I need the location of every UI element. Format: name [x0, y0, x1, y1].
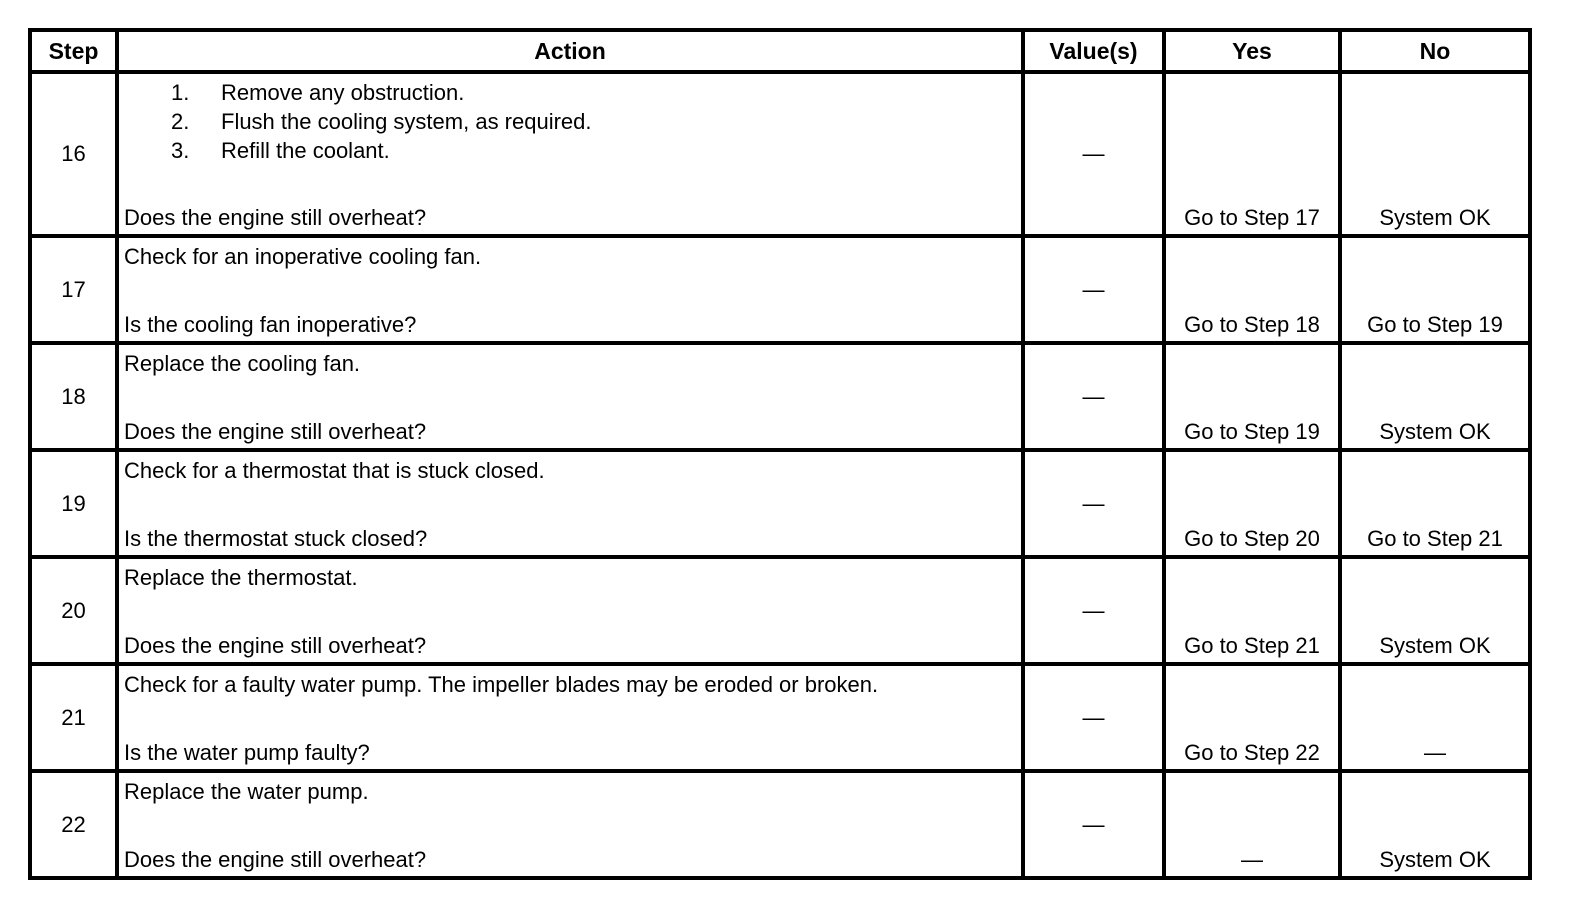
yes-result: Go to Step 19 — [1184, 419, 1320, 444]
no-cell — [1340, 771, 1530, 878]
action-instruction: Check for a thermostat that is stuck closed. — [124, 458, 545, 483]
table-row — [30, 343, 1530, 450]
header-no: No — [1340, 30, 1530, 72]
action-instruction: Check for an inoperative cooling fan. — [124, 244, 482, 269]
yes-cell — [1164, 450, 1340, 557]
action-cell — [117, 450, 1023, 557]
action-steps-list — [119, 74, 1021, 165]
value-cell: — — [1023, 664, 1164, 771]
header-yes: Yes — [1164, 30, 1340, 72]
step-number: 19 — [30, 450, 117, 557]
diagnostic-table — [28, 28, 1532, 880]
header-action: Action — [117, 30, 1023, 72]
header-row — [30, 30, 1530, 72]
action-question: Does the engine still overheat? — [124, 419, 427, 444]
yes-cell — [1164, 343, 1340, 450]
yes-cell — [1164, 72, 1340, 236]
table-row — [30, 236, 1530, 343]
step-number: 18 — [30, 343, 117, 450]
action-question: Does the engine still overheat? — [124, 633, 427, 658]
no-result: Go to Step 19 — [1367, 312, 1503, 337]
table-row — [30, 450, 1530, 557]
step-number: 16 — [30, 72, 117, 236]
no-result: System OK — [1379, 633, 1491, 658]
value-cell: — — [1023, 343, 1164, 450]
yes-result: Go to Step 20 — [1184, 526, 1320, 551]
no-result: System OK — [1379, 419, 1491, 444]
no-cell — [1340, 557, 1530, 664]
yes-result: Go to Step 18 — [1184, 312, 1320, 337]
table-row — [30, 771, 1530, 878]
list-item: 3. Refill the coolant. — [171, 138, 390, 163]
value-cell: — — [1023, 236, 1164, 343]
action-instruction: Replace the thermostat. — [124, 565, 358, 590]
list-item: 2. Flush the cooling system, as required. — [171, 109, 592, 134]
yes-result: Go to Step 17 — [1184, 205, 1320, 230]
no-cell — [1340, 664, 1530, 771]
no-cell — [1340, 72, 1530, 236]
value-cell: — — [1023, 771, 1164, 878]
action-question: Is the thermostat stuck closed? — [124, 526, 428, 551]
step-number: 17 — [30, 236, 117, 343]
header-values: Value(s) — [1023, 30, 1164, 72]
action-cell — [117, 236, 1023, 343]
action-cell — [117, 664, 1023, 771]
no-result: System OK — [1379, 205, 1491, 230]
table-row — [30, 72, 1530, 236]
action-instruction: Replace the cooling fan. — [124, 351, 361, 376]
no-result: Go to Step 21 — [1367, 526, 1503, 551]
action-question: Does the engine still overheat? — [124, 205, 427, 230]
action-cell — [117, 771, 1023, 878]
action-question: Does the engine still overheat? — [124, 847, 427, 872]
yes-result: Go to Step 22 — [1184, 740, 1320, 765]
no-cell — [1340, 450, 1530, 557]
table-row — [30, 664, 1530, 771]
table-row — [30, 557, 1530, 664]
yes-result: — — [1241, 847, 1263, 872]
action-instruction: Replace the water pump. — [124, 779, 369, 804]
step-number: 20 — [30, 557, 117, 664]
step-number: 22 — [30, 771, 117, 878]
value-cell: — — [1023, 450, 1164, 557]
yes-cell — [1164, 557, 1340, 664]
no-cell — [1340, 236, 1530, 343]
list-item: 1. Remove any obstruction. — [171, 80, 465, 105]
action-cell — [117, 72, 1023, 236]
value-cell: — — [1023, 72, 1164, 236]
action-question: Is the water pump faulty? — [124, 740, 370, 765]
action-cell — [117, 557, 1023, 664]
header-step: Step — [30, 30, 117, 72]
yes-cell — [1164, 236, 1340, 343]
yes-cell — [1164, 664, 1340, 771]
yes-cell — [1164, 771, 1340, 878]
yes-result: Go to Step 21 — [1184, 633, 1320, 658]
action-instruction: Check for a faulty water pump. The impeller blades may be eroded or broken. — [124, 672, 879, 697]
step-number: 21 — [30, 664, 117, 771]
value-cell: — — [1023, 557, 1164, 664]
action-cell — [117, 343, 1023, 450]
no-result: System OK — [1379, 847, 1491, 872]
no-result: — — [1424, 740, 1446, 765]
no-cell — [1340, 343, 1530, 450]
action-question: Is the cooling fan inoperative? — [124, 312, 417, 337]
